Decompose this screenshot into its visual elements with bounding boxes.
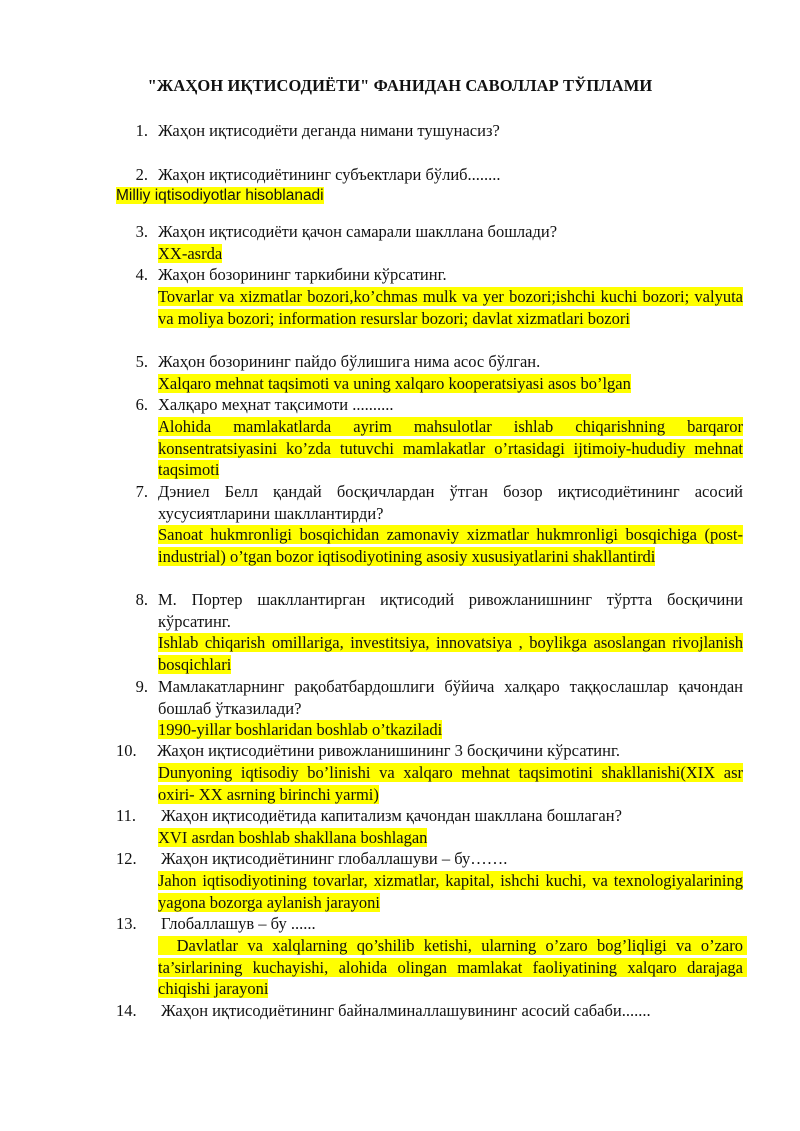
question-number: 11.	[116, 806, 137, 825]
question-text: Жаҳон иқтисодиётининг байналминаллашувининг асосий сабаби.......	[161, 1001, 651, 1020]
answer-text: Ishlab chiqarish omillariga, investitsiya, innovatsiya , boylikga asoslangan rivojlanish bosqichlari	[158, 633, 743, 674]
question-text: Жаҳон иқтисодиёти қачон самарали шакллана бошлади?	[158, 222, 558, 241]
answer-text: Xalqaro mehnat taqsimoti va uning xalqaro kooperatsiyasi asos bo’lgan	[158, 374, 631, 393]
question-number: 6.	[135, 395, 148, 414]
question-number: 4.	[135, 265, 148, 284]
answer-12	[158, 870, 743, 913]
question-text: Жаҳон бозорининг таркибини кўрсатинг.	[158, 265, 447, 284]
question-text: М. Портер шакллантирган иқтисодий ривожланишнинг тўртта босқичини кўрсатинг.	[158, 590, 743, 631]
question-number: 12.	[116, 849, 137, 868]
answer-11	[158, 827, 743, 849]
answer-text: Alohida mamlakatlarda ayrim mahsulotlar ishlab chiqarishning barqaror konsentratsiyasini ko’zda tutuvchi mamlakatlar o’rtasidagi ijtimoiy-hududiy mehnat taqsimoti	[158, 417, 743, 479]
question-text: Жаҳон бозорининг пайдо бўлишига нима асос бўлган.	[158, 352, 541, 371]
question-number: 7.	[135, 482, 148, 501]
question-text: Халқаро меҳнат тақсимоти ..........	[158, 395, 394, 414]
question-number: 14.	[116, 1001, 137, 1020]
question-number: 13.	[116, 914, 137, 933]
question-text: Жаҳон иқтисодиётида капитализм қачондан шакллана бошлаган?	[161, 806, 622, 825]
question-number: 1.	[135, 121, 148, 140]
answer-8	[158, 632, 743, 675]
answer-text: Tovarlar va xizmatlar bozori,ko’chmas mulk va yer bozori;ishchi kuchi bozori; valyuta va moliya bozori; information resurslar bozori; davlat xizmatlari bozori	[158, 287, 743, 328]
answer-text: XX-asrda	[158, 244, 223, 263]
answer-7	[158, 524, 743, 567]
question-number: 3.	[135, 222, 148, 241]
answer-text: 1990-yillar boshlaridan boshlab o’tkaziladi	[158, 720, 443, 739]
answer-6	[158, 416, 743, 481]
question-number: 10.	[116, 741, 137, 760]
answer-10	[158, 762, 743, 805]
question-number: 8.	[135, 590, 148, 609]
answer-9	[158, 719, 743, 741]
question-text: Дэниел Белл қандай босқичлардан ўтган бозор иқтисодиётининг асосий хусусиятларини шакллантирди?	[158, 482, 743, 523]
question-number: 5.	[135, 352, 148, 371]
question-text: Жаҳон иқтисодиётини ривожланишининг 3 босқичини кўрсатинг.	[157, 741, 620, 760]
answer-text: XVI asrdan boshlab shakllana boshlagan	[158, 828, 428, 847]
page-title: "ЖАҲОН ИҚТИСОДИЁТИ" ФАНИДАН САВОЛЛАР ТЎПЛАМИ	[147, 76, 653, 95]
answer-13	[158, 935, 748, 1000]
answer-2	[116, 185, 324, 206]
answer-text: Jahon iqtisodiyotining tovarlar, xizmatlar, kapital, ishchi kuchi, va texnologiyalarining yagona bozorga aylanish jarayoni	[158, 871, 743, 912]
answer-text: Davlatlar va xalqlarning qo’shilib ketishi, ularning o’zaro bog’liqligi va o’zaro ta’sirlarining kuchayishi, alohida olingan mamlakat faoliyatining xalqaro darajaga chiqishi jarayoni	[158, 936, 748, 998]
question-number: 9.	[135, 677, 148, 696]
question-text: Мамлакатларнинг рақобатбардошлиги бўйича халқаро таққослашлар қачондан бошлаб ўтказилади?	[158, 677, 743, 718]
question-text: Жаҳон иқтисодиётининг субъектлари бўлиб........	[158, 165, 501, 184]
answer-3	[158, 243, 743, 265]
answer-text: Sanoat hukmronligi bosqichidan zamonaviy xizmatlar hukmronligi bosqichiga (post-industrial) o’tgan bozor iqtisodiyotining asosiy xususiyatlarini shakllantirdi	[158, 525, 743, 566]
question-text: Жаҳон иқтисодиёти деганда нимани тушунасиз?	[158, 121, 500, 140]
answer-4	[158, 286, 743, 329]
question-text: Глобаллашув – бу ......	[161, 914, 316, 933]
question-text: Жаҳон иқтисодиётининг глобаллашуви – бу…….	[161, 849, 508, 868]
answer-text: Milliy iqtisodiyotlar hisoblanadi	[116, 187, 324, 204]
answer-5	[158, 373, 743, 395]
answer-text: Dunyoning iqtisodiy bo’linishi va xalqaro mehnat taqsimotini shakllanishi(XIX asr oxiri- XX asrning birinchi yarmi)	[158, 763, 743, 804]
question-number: 2.	[135, 165, 148, 184]
